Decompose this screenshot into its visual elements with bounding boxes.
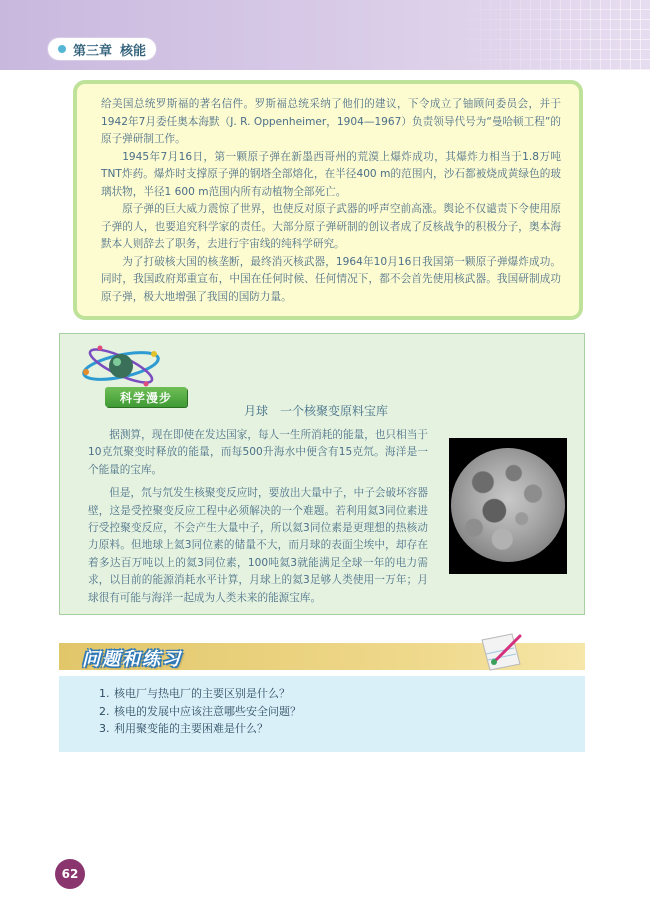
- exercise-item: [99, 703, 585, 721]
- exercise-text: 核电厂与热电厂的主要区别是什么？: [114, 687, 290, 700]
- exercise-title: 问题和练习: [82, 649, 182, 670]
- chapter-tab: [48, 38, 156, 60]
- page-number: 62: [55, 859, 85, 889]
- moon-image: [449, 438, 567, 574]
- reading-box: [73, 80, 583, 320]
- science-badge: 科学漫步: [105, 387, 187, 407]
- science-paragraph: 但是，氘与氘发生核聚变反应时，要放出大量中子，中子会破坏容器壁，这是受控聚变反应工程中必须解决的一个难题。若利用氦3同位素进行受控聚变反应，不会产生大量中子，所以氦3同位素是更理想的热核动力原料。但地球上氦3同位素的储量不大，而月球的表面尘埃中，却存在着多达百万吨以上的氦3同位素，100吨氦3就能满足全球一年的电力需求，以目前的能源消耗水平计算，月球上的氦3足够人类使用一万年；月球很有可能与海洋一起成为人类未来的能源宝库。: [88, 487, 428, 604]
- reading-paragraph: 给美国总统罗斯福的著名信件。罗斯福总统采纳了他们的建议，下令成立了铀顾问委员会，并于1942年7月委任奥本海默（J. R. Oppenheimer，1904—1967）负责领导代号为“曼哈顿工程”的原子弹研制工作。: [101, 98, 561, 145]
- pen-and-paper-icon: [476, 630, 526, 676]
- exercise-number: 2.: [99, 704, 110, 718]
- science-text: [88, 427, 428, 607]
- reading-paragraph: 1945年7月16日，第一颗原子弹在新墨西哥州的荒漠上爆炸成功，其爆炸力相当于1.8万吨TNT炸药。爆炸时支撑原子弹的钢塔全部熔化，在半径400 m的范围内，沙石都被烧成黄绿色的玻璃状物，半径1 600 m范围内所有动植物全部死亡。: [101, 150, 561, 198]
- science-paragraph: 据测算，现在即使在发达国家，每人一生所消耗的能量，也只相当于10克氘聚变时释放的能量，而每500升海水中便含有15克氘。海洋是一个能量的宝库。: [88, 429, 428, 476]
- exercise-text: 利用聚变能的主要困难是什么？: [114, 722, 268, 735]
- exercise-item: [99, 720, 585, 738]
- chapter-dot-icon: [58, 45, 66, 53]
- exercise-text: 核电的发展中应该注意哪些安全问题？: [114, 704, 301, 718]
- chapter-label: 第三章: [73, 43, 113, 59]
- chapter-title: 核能: [120, 43, 147, 59]
- exercise-number: 1.: [99, 687, 110, 700]
- reading-paragraph: 为了打破核大国的核垄断，最终消灭核武器，1964年10月16日我国第一颗原子弹爆炸成功。同时，我国政府郑重宣布，中国在任何时候、任何情况下，都不会首先使用核武器。我国研制成功原子弹，极大地增强了我国的国防力量。: [101, 255, 561, 303]
- atom-icon: [76, 340, 166, 392]
- exercise-number: 3.: [99, 722, 110, 735]
- exercise-item: [99, 685, 585, 703]
- science-title: 月球 一个核聚变原料宝库: [244, 404, 389, 418]
- reading-paragraph: 原子弹的巨大威力震惊了世界，也使反对原子武器的呼声空前高涨。舆论不仅谴责下令使用原子弹的人，也要追究科学家的责任。大部分原子弹研制的创议者成了反核战争的积极分子，奥本海默本人则辞去了职务，去进行宇宙线的纯科学研究。: [101, 203, 561, 250]
- exercise-box: [59, 676, 585, 752]
- moon-icon: [451, 448, 565, 562]
